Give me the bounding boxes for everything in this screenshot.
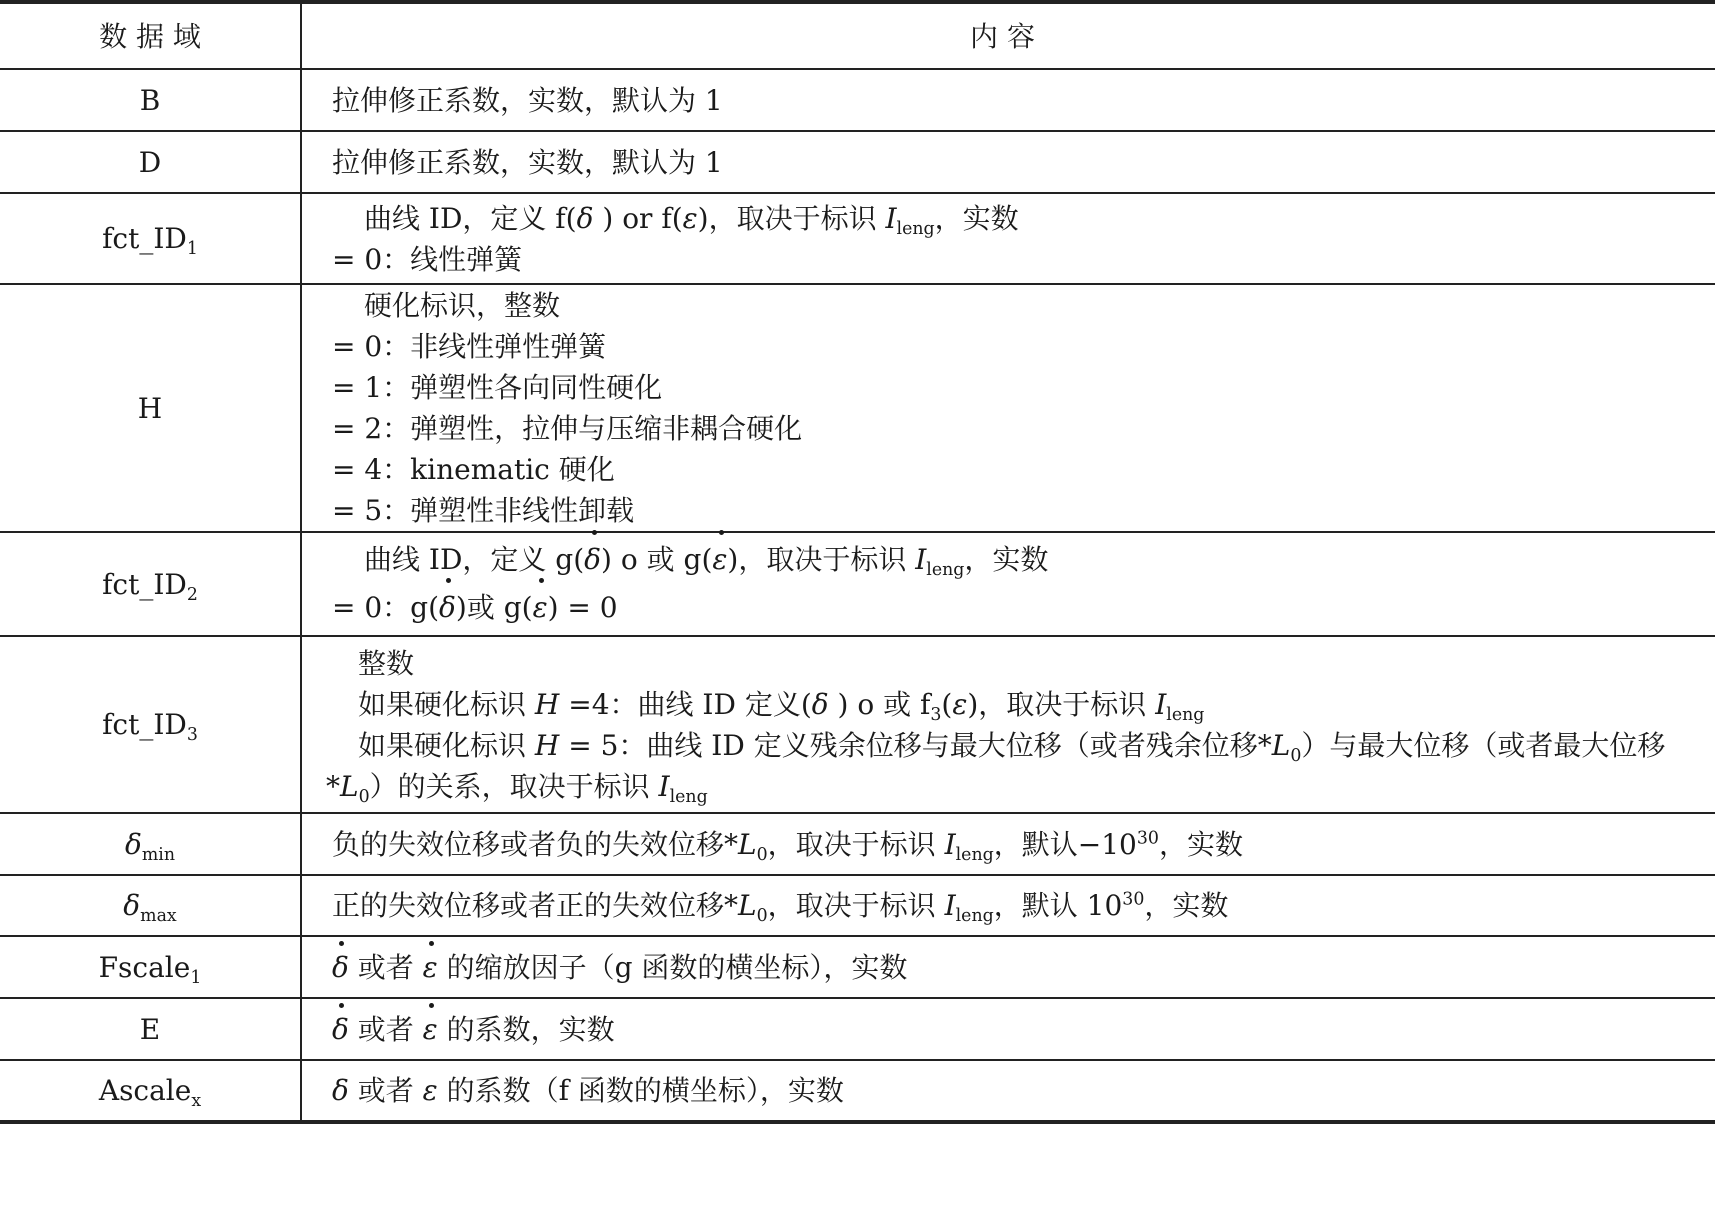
delta-dot-symbol: δ	[584, 536, 601, 584]
field-name: D	[0, 131, 301, 193]
field-description	[301, 998, 1715, 1060]
table-row	[0, 875, 1715, 936]
field-name-subscript: x	[191, 1091, 202, 1112]
text-segment: (	[941, 687, 953, 721]
text-segment: = 5：曲线 ID 定义残余位移与最大位移（或者残余位移*	[559, 728, 1272, 762]
delta-symbol: δ	[576, 201, 594, 235]
variable-I: I	[658, 769, 670, 803]
field-name	[0, 936, 301, 998]
delta-symbol: δ	[124, 827, 142, 861]
variable-L: L	[738, 827, 757, 861]
field-name-text: fct_ID	[102, 708, 187, 741]
description-line: = 1：弹塑性各向同性硬化	[332, 371, 663, 404]
text-segment: )，取决于标识	[727, 543, 916, 576]
text-segment: ，实数	[934, 201, 1019, 235]
field-name-text: fct_ID	[102, 567, 187, 601]
field-name	[0, 532, 301, 636]
subscript: leng	[955, 906, 994, 927]
subscript: leng	[926, 560, 965, 581]
text-segment: = 0：g(	[332, 591, 440, 624]
text-segment: ，取决于标识	[767, 827, 945, 861]
description-line: = 0：线性弹簧	[332, 242, 523, 276]
description-line	[326, 725, 1703, 807]
text-segment: )，取决于标识	[697, 201, 886, 235]
description-line: 整数	[358, 646, 415, 680]
variable-I: I	[1155, 687, 1167, 721]
text-segment: 正的失效位移或者正的失效位移*	[332, 889, 739, 922]
field-description	[301, 875, 1715, 936]
table-row	[0, 131, 1715, 193]
text-segment: 如果硬化标识	[358, 687, 535, 721]
description-line	[332, 584, 1703, 632]
table-row	[0, 1060, 1715, 1122]
text-segment: 曲线 ID，定义 g(	[364, 543, 585, 576]
field-name-subscript: 1	[186, 239, 198, 260]
epsilon-dot-symbol: ε	[423, 1009, 438, 1050]
subscript: 0	[1290, 745, 1302, 766]
text-segment: 或者	[348, 950, 423, 984]
variable-H: H	[534, 687, 560, 721]
field-description	[301, 532, 1715, 636]
variable-I: I	[915, 543, 927, 576]
subscript: 3	[930, 704, 942, 725]
description-line: 硬化标识，整数	[364, 289, 561, 322]
subscript: leng	[955, 844, 994, 865]
delta-symbol: δ	[332, 1074, 349, 1107]
variable-L: L	[340, 769, 359, 803]
table-row	[0, 998, 1715, 1060]
epsilon-symbol: ε	[682, 201, 698, 235]
variable-I: I	[885, 201, 897, 235]
header-field: 数 据 域	[0, 2, 301, 69]
table-row	[0, 813, 1715, 875]
epsilon-dot-symbol: ε	[423, 947, 438, 988]
table-row	[0, 284, 1715, 532]
subscript: leng	[896, 218, 935, 239]
superscript: 30	[1136, 828, 1159, 849]
table-row	[0, 636, 1715, 813]
text-segment: 或者	[348, 1012, 423, 1046]
table-row	[0, 936, 1715, 998]
superscript: 30	[1122, 889, 1145, 910]
table-row	[0, 69, 1715, 131]
field-name-text: fct_ID	[102, 222, 187, 255]
epsilon-symbol: ε	[952, 687, 968, 721]
header-content: 内 容	[301, 2, 1715, 69]
text-segment: ）的关系，取决于标识	[369, 769, 659, 803]
description-line: = 2：弹塑性，拉伸与压缩非耦合硬化	[332, 412, 803, 445]
description-line: = 5：弹塑性非线性卸载	[332, 494, 635, 527]
text-segment: 曲线 ID，定义 f(	[364, 201, 577, 235]
subscript: 0	[756, 906, 768, 927]
field-name-subscript: min	[141, 844, 176, 865]
field-name-subscript: 3	[186, 725, 198, 746]
text-segment: ，实数	[1158, 827, 1243, 861]
field-name	[0, 875, 301, 936]
field-description	[301, 1060, 1715, 1122]
epsilon-dot-symbol: ε	[712, 536, 727, 584]
field-description	[301, 636, 1715, 813]
variable-L: L	[738, 889, 757, 922]
field-name: B	[0, 69, 301, 131]
variable-I: I	[944, 827, 956, 861]
text-segment: 如果硬化标识	[358, 728, 535, 762]
field-name-subscript: max	[140, 906, 177, 927]
epsilon-symbol: ε	[422, 1074, 438, 1107]
text-segment: 的系数（f 函数的横坐标），实数	[437, 1074, 844, 1107]
text-segment: 负的失效位移或者负的失效位移*	[332, 827, 739, 861]
description-line	[332, 198, 1703, 239]
text-segment: =4：曲线 ID 定义(	[559, 687, 812, 721]
field-name: H	[0, 284, 301, 532]
text-segment: 的缩放因子（g 函数的横坐标），实数	[437, 950, 908, 984]
delta-dot-symbol: δ	[332, 947, 349, 988]
description-line: = 0：非线性弹性弹簧	[332, 330, 607, 363]
field-description: 拉伸修正系数，实数，默认为 1	[301, 131, 1715, 193]
text-segment: ）与最大位移（或者最大位移*	[326, 728, 1666, 803]
subscript: 0	[358, 786, 370, 807]
text-segment: ) o 或 g(	[601, 543, 713, 576]
subscript: 0	[756, 844, 768, 865]
field-name: E	[0, 998, 301, 1060]
field-description	[301, 193, 1715, 284]
variable-H: H	[534, 728, 560, 762]
text-segment: ，实数	[964, 543, 1049, 576]
text-segment: ) or f(	[593, 201, 683, 235]
field-name	[0, 636, 301, 813]
description-line	[326, 684, 1703, 725]
table-row	[0, 193, 1715, 284]
subscript: leng	[1166, 704, 1205, 725]
field-name	[0, 193, 301, 284]
text-segment: )或 g(	[455, 591, 533, 624]
table-header-row	[0, 2, 1715, 69]
text-segment: 或者	[348, 1074, 423, 1107]
field-name	[0, 1060, 301, 1122]
table-row	[0, 532, 1715, 636]
field-description	[301, 813, 1715, 875]
text-segment: ，默认−10	[993, 827, 1137, 861]
text-segment: ，默认 10	[993, 889, 1123, 922]
subscript: leng	[669, 786, 708, 807]
field-name-text: Ascale	[98, 1074, 192, 1107]
text-segment: 的系数，实数	[437, 1012, 615, 1046]
delta-symbol: δ	[123, 889, 141, 922]
field-name-subscript: 1	[190, 967, 202, 988]
variable-L: L	[1271, 728, 1291, 762]
text-segment: ，实数	[1144, 889, 1229, 922]
field-description	[301, 936, 1715, 998]
text-segment: ) = 0	[547, 591, 618, 624]
delta-dot-symbol: δ	[439, 584, 456, 632]
description-line: = 4：kinematic 硬化	[332, 453, 615, 486]
text-segment: ) o 或 f	[828, 687, 931, 721]
field-description	[301, 284, 1715, 532]
text-segment: )，取决于标识	[967, 687, 1156, 721]
variable-I: I	[944, 889, 956, 922]
epsilon-dot-symbol: ε	[533, 584, 548, 632]
field-description: 拉伸修正系数，实数，默认为 1	[301, 69, 1715, 131]
delta-dot-symbol: δ	[332, 1009, 349, 1050]
delta-symbol: δ	[811, 687, 829, 721]
description-line	[332, 536, 1703, 584]
text-segment: ，取决于标识	[767, 889, 945, 922]
field-name	[0, 813, 301, 875]
field-name-subscript: 2	[186, 584, 198, 605]
field-name-text: Fscale	[98, 950, 191, 984]
